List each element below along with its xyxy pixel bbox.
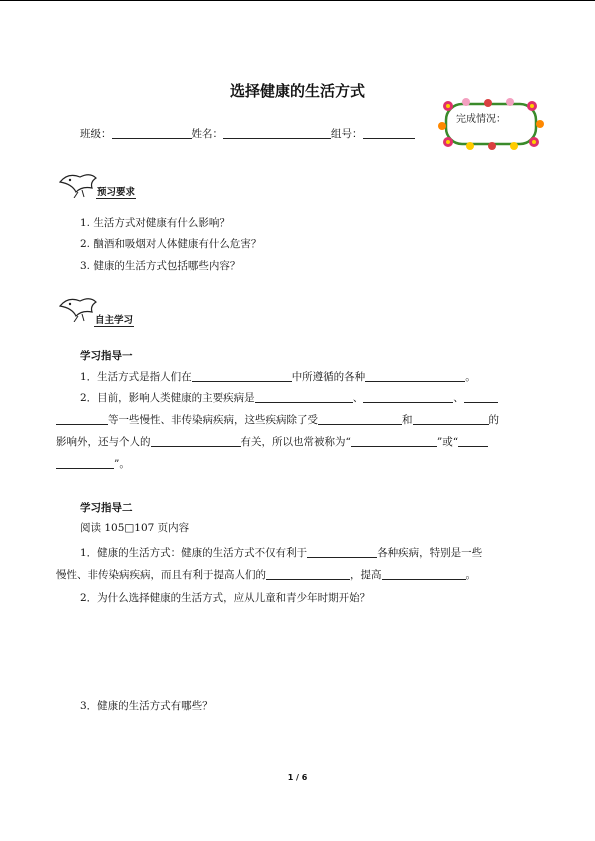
group-label: 组号： [331,128,363,140]
self-study-section-header [56,292,146,328]
answer-blank[interactable] [255,391,353,403]
preview-section-header [56,168,146,204]
answer-blank[interactable] [363,391,453,403]
group-field[interactable] [363,127,415,139]
page-title: 选择健康的生活方式 [229,82,365,100]
answer-blank[interactable] [382,568,466,580]
text: 1．健康的生活方式：健康的生活方式不仅有利于 [80,547,308,559]
info-line [80,127,415,141]
guide2-q2: 2．为什么选择健康的生活方式，应从儿童和青少年时期开始？ [80,592,371,604]
text: 。 [465,569,476,581]
preview-section-label: 预习要求 [96,184,136,199]
guide1-heading: 学习指导一 [80,350,133,362]
text: 等一些慢性、非传染病疾病，这些疾病除了受 [108,414,318,426]
name-label: 姓名： [191,128,223,140]
guide2-q1-line2 [56,568,476,582]
answer-blank[interactable] [351,435,437,447]
completion-label: 完成情况： [456,114,506,125]
bird-icon [56,168,100,198]
answer-blank[interactable] [464,391,498,403]
guide2-q3: 3．健康的生活方式有哪些？ [80,700,213,712]
text: 中所遵循的各种 [291,371,366,383]
text: 的 [488,414,499,426]
text: 1．生活方式是指人们在 [80,371,192,383]
answer-blank[interactable] [151,435,241,447]
answer-blank[interactable] [192,370,292,382]
guide1-q2-line2 [56,413,499,427]
answer-blank[interactable] [307,546,377,558]
text: 有关，所以也常被称为“ [240,436,351,448]
text: ，提高 [350,569,382,581]
text: 影响外，还与个人的 [56,436,151,448]
text: 2．目前，影响人类健康的主要疾病是 [80,392,255,404]
guide2-reading: 阅读 105□107 页内容 [80,522,190,534]
class-field[interactable] [112,127,192,139]
self-study-section-label: 自主学习 [94,312,134,327]
guide2-heading: 学习指导二 [80,502,133,514]
text: ”或“ [436,436,459,448]
answer-blank[interactable] [266,568,350,580]
answer-blank[interactable] [56,413,108,425]
text: 、 [453,392,464,404]
guide1-q2-line3 [56,435,488,449]
guide1-q2-line1 [80,391,498,405]
text: ”。 [114,458,130,470]
answer-blank[interactable] [56,457,114,469]
text: 各种疾病，特别是一些 [377,547,483,559]
text: 、 [352,392,364,404]
completion-badge [436,96,546,152]
text: 。 [465,371,476,383]
preview-item: 3. 健康的生活方式包括哪些内容？ [80,260,241,272]
text: 和 [402,414,413,426]
answer-blank[interactable] [365,370,465,382]
answer-blank[interactable] [413,413,489,425]
guide1-q2-line4 [56,457,130,471]
guide1-q1 [80,370,476,384]
answer-blank[interactable] [318,413,402,425]
preview-item: 2. 酗酒和吸烟对人体健康有什么危害？ [80,238,262,250]
class-label: 班级： [80,128,112,140]
header-rule [0,0,595,1]
page-number: 1 / 6 [287,773,308,782]
guide2-q1-line1 [80,546,482,560]
preview-item: 1. 生活方式对健康有什么影响？ [80,217,230,229]
name-field[interactable] [223,127,331,139]
text: 慢性、非传染病疾病，而且有利于提高人们的 [56,569,266,581]
answer-blank[interactable] [458,435,488,447]
